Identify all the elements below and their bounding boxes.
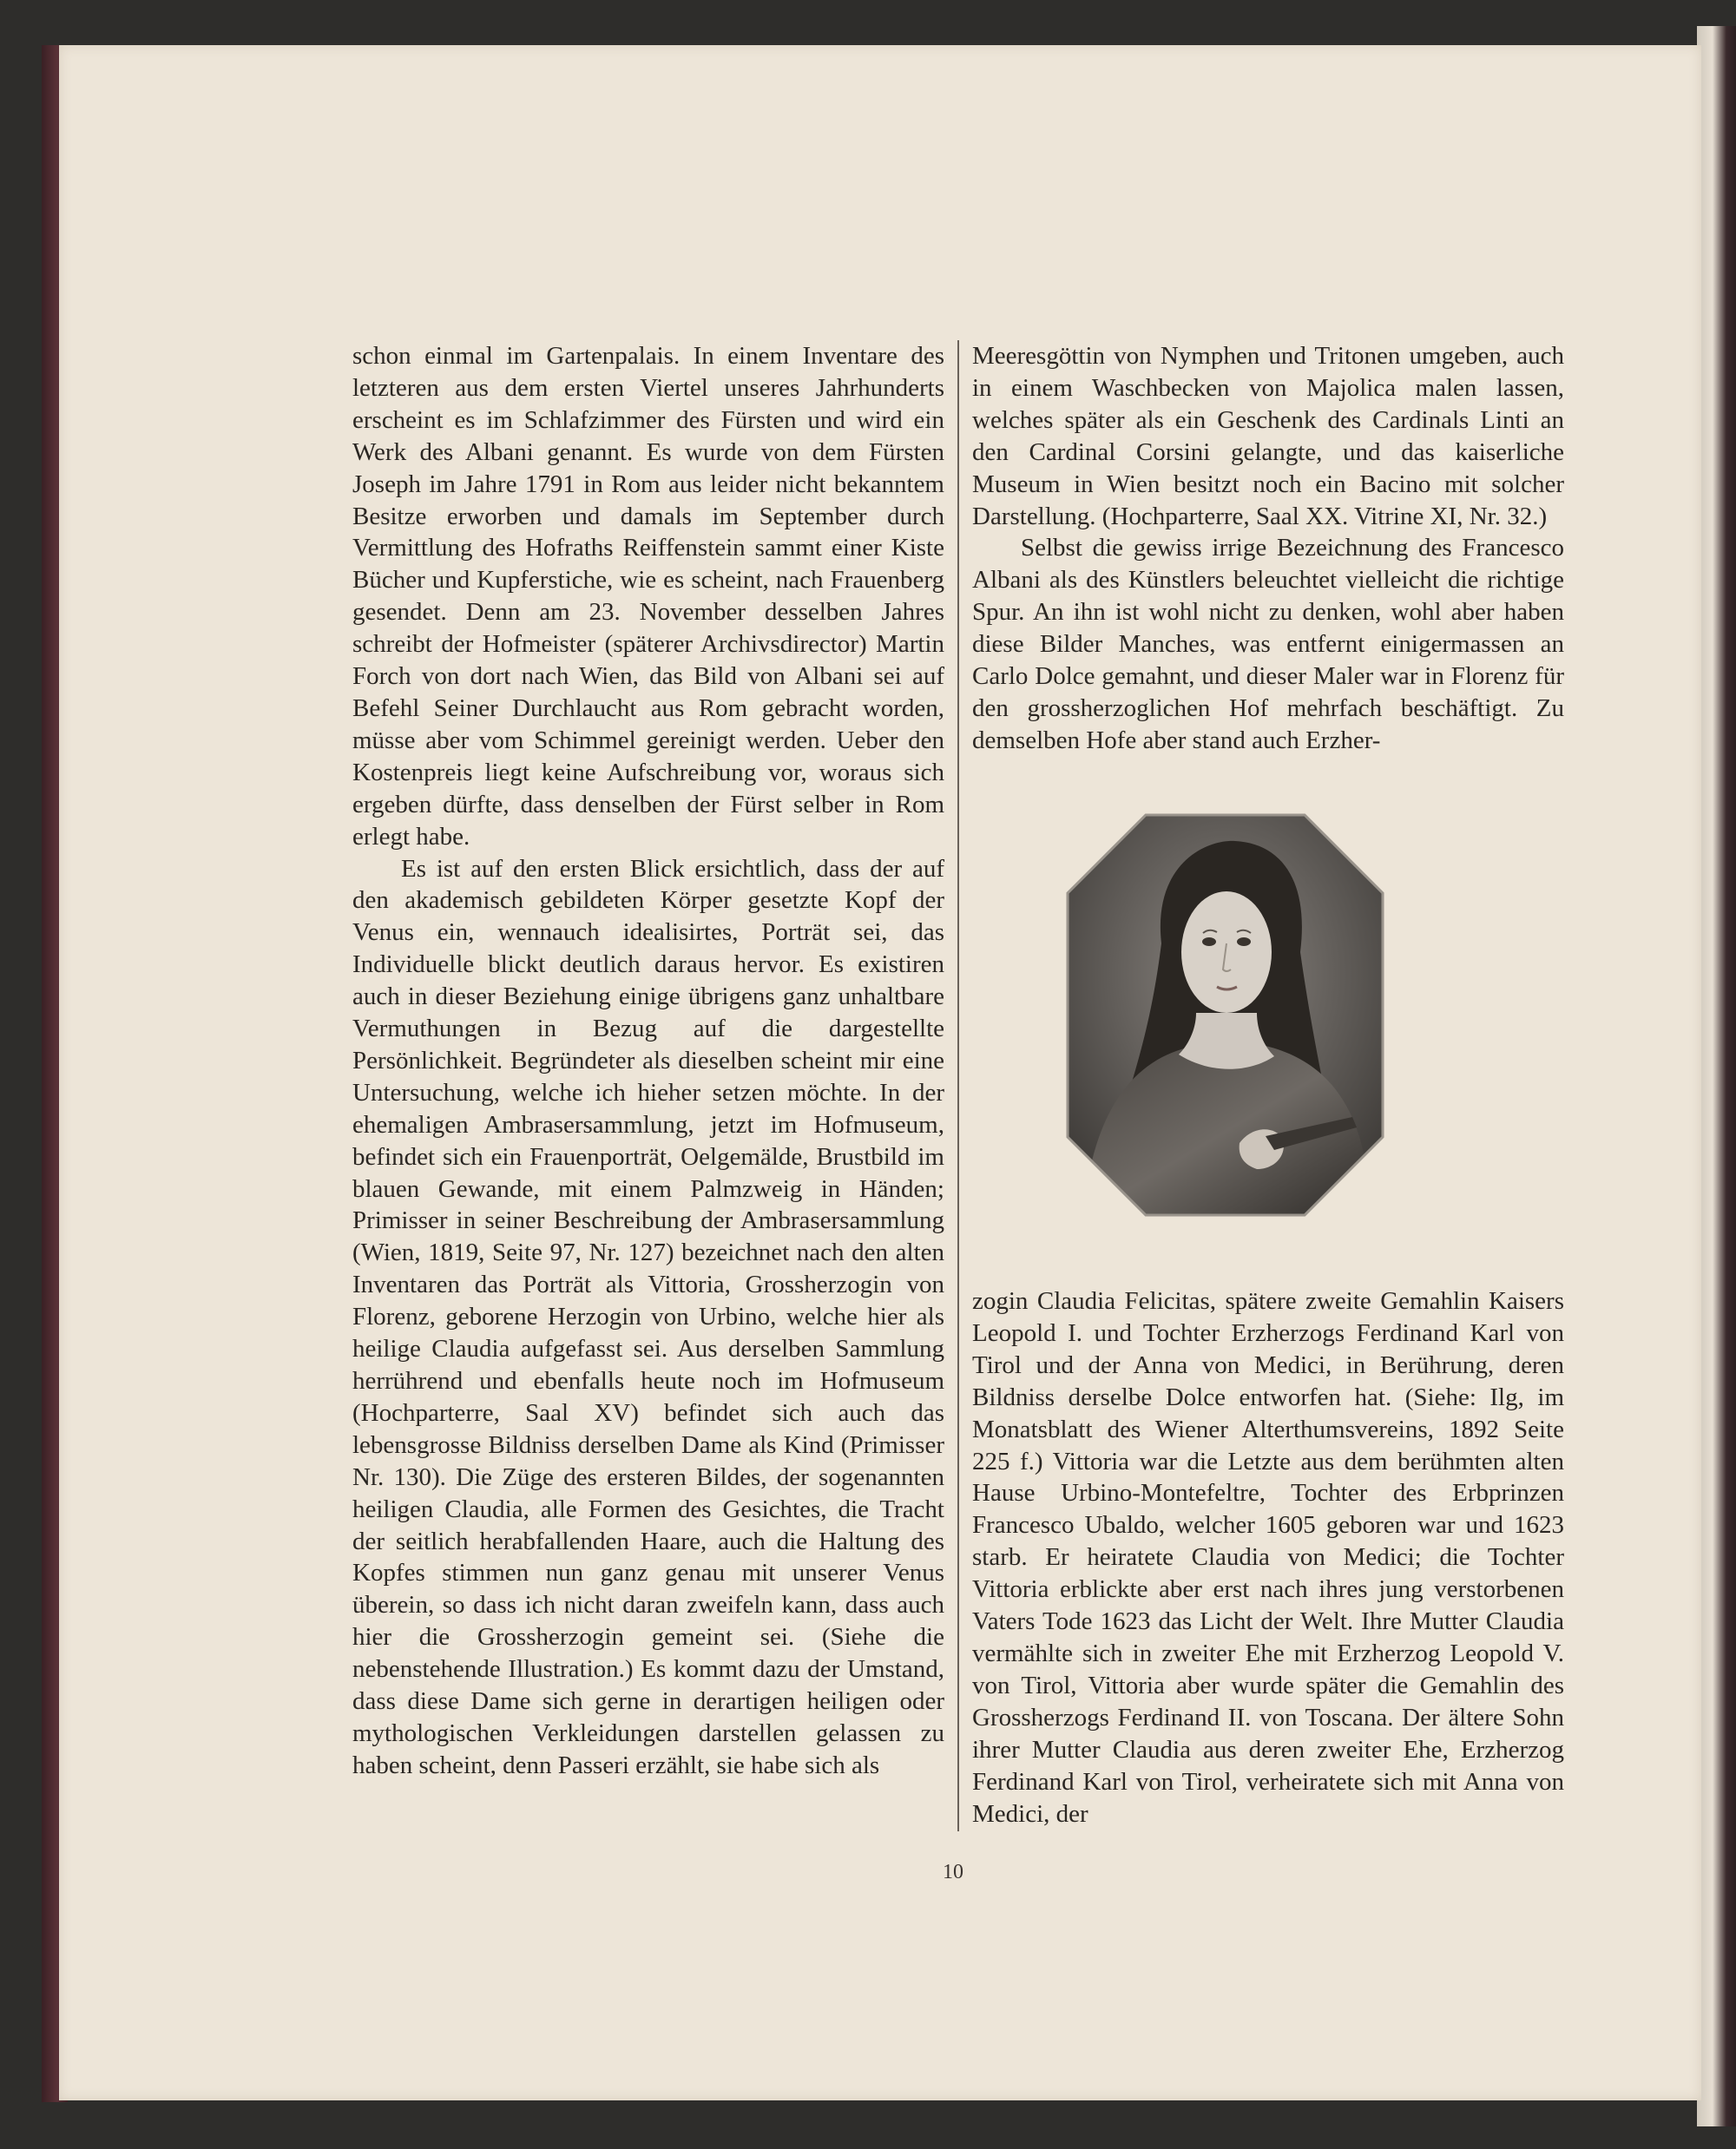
page-number: 10 xyxy=(943,1861,963,1883)
right-column-bottom xyxy=(972,1285,1564,1830)
right-bottom-paragraph-1: zogin Claudia Felicitas, spätere zweite Gemahlin Kaisers Leopold I. und Tochter Erzherzogs Ferdinand Karl von Tirol und der Anna von Medici, in Berührung, deren Bildniss derselbe Dolce entworfen hat. (Siehe: Ilg, im Monatsblatt des Wiener Alterthumsvereins, 1892 Seite 225 f.) Vittoria war die Letzte aus dem berühmten alten Hause Urbino-Montefeltre, Tochter des Erbprinzen Francesco Ubaldo, welcher 1605 geboren war und 1623 starb. Er heiratete Claudia von Medici; die Tochter Vittoria erblickte aber erst nach ihres jung verstorbenen Vaters Tode 1623 das Licht der Welt. Ihre Mutter Claudia vermählte sich in zweiter Ehe mit Erzherzog Leopold V. von Tirol, Vittoria aber wurde später die Gemahlin des Grossherzogs Ferdinand II. von Toscana. Der ältere Sohn ihrer Mutter Claudia aus deren zweiter Ehe, Erzherzog Ferdinand Karl von Tirol, verheiratete sich mit Anna von Medici, der xyxy=(972,1287,1564,1828)
portrait-image xyxy=(1066,813,1384,1217)
left-paragraph-1: schon einmal im Gartenpalais. In einem Inventare des letzteren aus dem ersten Viertel unseres Jahrhunderts erscheint es im Schlafzimmer des Fürsten und wird ein Werk des Albani genannt. Es wurde von dem Fürsten Joseph im Jahre 1791 in Rom aus leider nicht bekanntem Besitze erworben und damals im September durch Vermittlung des Hofraths Reiffenstein sammt einer Kiste Bücher und Kupferstiche, wie es scheint, nach Frauenberg gesendet. Denn am 23. November desselben Jahres schreibt der Hofmeister (späterer Archivsdirector) Martin Forch von dort nach Wien, das Bild von Albani sei auf Befehl Seiner Durchlaucht aus Rom gebracht worden, müsse aber vom Schimmel gereinigt werden. Ueber den Kostenpreis liegt keine Aufschreibung vor, woraus sich ergeben dürfte, dass denselben der Fürst selber in Rom erlegt habe. xyxy=(352,342,944,851)
left-column xyxy=(352,340,944,1782)
column-divider xyxy=(957,340,959,1831)
left-paragraph-2: Es ist auf den ersten Blick ersichtlich, dass der auf den akademisch gebildeten Körper gesetzte Kopf der Venus ein, wennauch idealisirtes, Porträt sei, das Individuelle blickt deutlich daraus hervor. Es existiren auch in dieser Beziehung einige übrigens ganz unhaltbare Vermuthungen in Bezug auf die dargestellte Persönlichkeit. Begründeter als dieselben scheint mir eine Untersuchung, welche ich hieher setzen möchte. In der ehemaligen Ambrasersammlung, jetzt im Hofmuseum, befindet sich ein Frauenporträt, Oelgemälde, Brustbild im blauen Gewande, mit einem Palmzweig in Händen; Primisser in seiner Beschreibung der Ambrasersammlung (Wien, 1819, Seite 97, Nr. 127) bezeichnet nach den alten Inventaren das Porträt als Vittoria, Grossherzogin von Florenz, geborene Herzogin von Urbino, welche hier als heilige Claudia aufgefasst sei. Aus derselben Sammlung herrührend und ebenfalls heute noch im Hofmuseum (Hochparterre, Saal XV) befindet sich auch das lebensgrosse Bildniss derselben Dame als Kind (Primisser Nr. 130). Die Züge des ersteren Bildes, der sogenannten heiligen Claudia, alle Formen des Gesichtes, die Tracht der seitlich herabfallenden Haare, auch die Haltung des Kopfes stimmen nun ganz genau mit unserer Venus überein, so dass ich nicht daran zweifeln kann, dass auch hier die Grossherzogin gemeint sei. (Siehe die nebenstehende Illustration.) Es kommt dazu der Umstand, dass diese Dame sich gerne in derartigen heiligen oder mythologischen Verkleidungen darstellen gelassen zu haben scheint, denn Passeri erzählt, sie habe sich als xyxy=(352,854,944,1779)
book-page xyxy=(59,45,1701,2100)
right-column-top xyxy=(972,340,1564,757)
book-right-edge xyxy=(1697,26,1736,2126)
right-top-paragraph-1: Meeresgöttin von Nymphen und Tritonen umgeben, auch in einem Waschbecken von Majolica malen lassen, welches später als ein Geschenk des Cardinals Linti an den Cardinal Corsini gelangte, und das kaiserliche Museum in Wien besitzt noch ein Bacino mit solcher Darstellung. (Hochparterre, Saal XX. Vitrine XI, Nr. 32.) xyxy=(972,342,1564,530)
portrait-illustration xyxy=(1066,813,1384,1217)
right-top-paragraph-2: Selbst die gewiss irrige Bezeichnung des Francesco Albani als des Künstlers beleuchtet vielleicht die richtige Spur. An ihn ist wohl nicht zu denken, wohl aber haben diese Bilder Manches, was entfernt einigermassen an Carlo Dolce gemahnt, und dieser Maler war in Florenz für den grossherzoglichen Hof mehrfach beschäftigt. Zu demselben Hofe aber stand auch Erzher- xyxy=(972,534,1564,754)
